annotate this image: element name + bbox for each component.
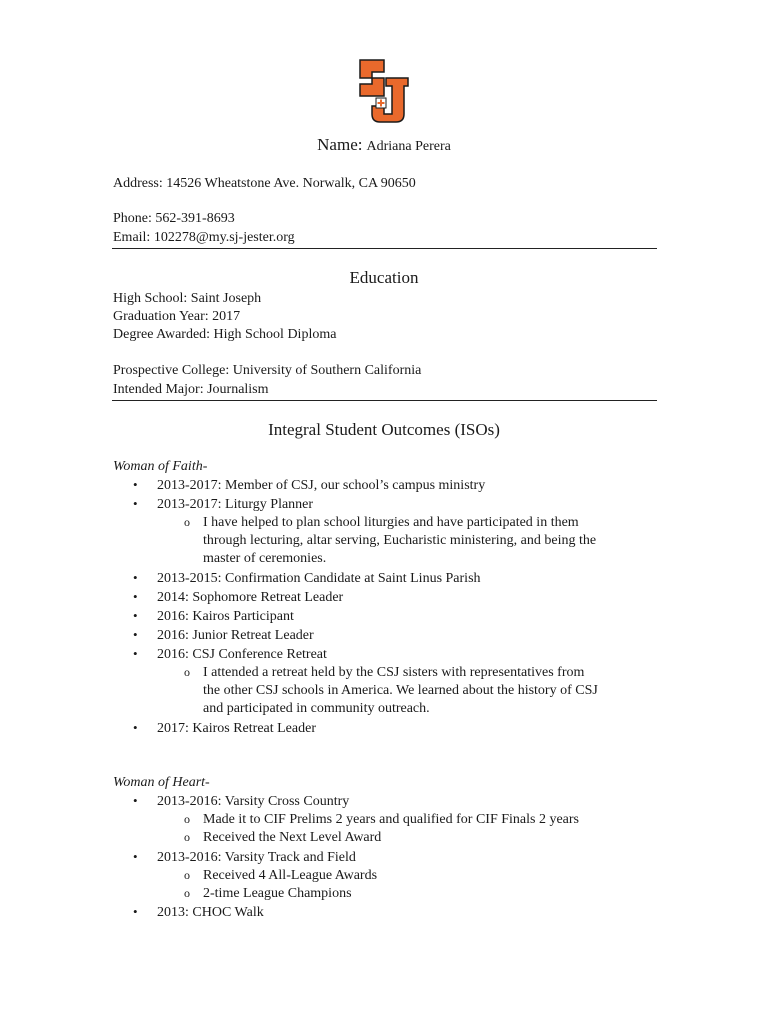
list-item: 2013-2017: Liturgy Planner bbox=[157, 497, 314, 512]
bullet-icon: • bbox=[133, 646, 138, 661]
divider bbox=[112, 248, 657, 249]
sub-list-item: Received the Next Level Award bbox=[203, 830, 382, 845]
sub-list-item-cont: and participated in community outreach. bbox=[203, 701, 430, 716]
list-item: 2013-2016: Varsity Cross Country bbox=[157, 794, 350, 809]
bullet-icon: • bbox=[133, 496, 138, 511]
sub-bullet-icon: o bbox=[184, 812, 190, 826]
sub-list-item-cont: through lecturing, altar serving, Eucharistic ministering, and being the bbox=[203, 533, 597, 548]
sub-bullet-icon: o bbox=[184, 868, 190, 882]
bullet-icon: • bbox=[133, 627, 138, 642]
sub-bullet-icon: o bbox=[184, 886, 190, 900]
isos-heading: Integral Student Outcomes (ISOs) bbox=[268, 420, 500, 439]
education-heading: Education bbox=[349, 268, 419, 287]
prospective-college: Prospective College: University of Southern California bbox=[113, 363, 422, 378]
degree-awarded: Degree Awarded: High School Diploma bbox=[113, 327, 337, 342]
divider bbox=[112, 400, 657, 401]
list-item: 2014: Sophomore Retreat Leader bbox=[157, 590, 344, 605]
sub-list-item: Received 4 All-League Awards bbox=[203, 868, 378, 883]
list-item: 2013-2016: Varsity Track and Field bbox=[157, 850, 356, 865]
bullet-icon: • bbox=[133, 570, 138, 585]
list-item: 2016: CSJ Conference Retreat bbox=[157, 647, 327, 662]
bullet-icon: • bbox=[133, 904, 138, 919]
phone: Phone: 562-391-8693 bbox=[113, 211, 235, 226]
name-label: Name: bbox=[317, 135, 363, 154]
intended-major: Intended Major: Journalism bbox=[113, 382, 269, 397]
sj-logo-icon bbox=[356, 56, 412, 126]
high-school: High School: Saint Joseph bbox=[113, 291, 262, 306]
list-item: 2016: Junior Retreat Leader bbox=[157, 628, 314, 643]
list-item: 2016: Kairos Participant bbox=[157, 609, 294, 624]
faith-section-title: Woman of Faith- bbox=[113, 459, 208, 474]
bullet-icon: • bbox=[133, 477, 138, 492]
sub-list-item: Made it to CIF Prelims 2 years and qualified for CIF Finals 2 years bbox=[203, 812, 579, 827]
bullet-icon: • bbox=[133, 849, 138, 864]
name-value: Adriana Perera bbox=[366, 139, 451, 154]
sub-list-item: I attended a retreat held by the CSJ sisters with representatives from bbox=[203, 665, 585, 680]
sub-list-item-cont: the other CSJ schools in America. We learned about the history of CSJ bbox=[203, 683, 598, 698]
sub-bullet-icon: o bbox=[184, 515, 190, 529]
bullet-icon: • bbox=[133, 720, 138, 735]
bullet-icon: • bbox=[133, 793, 138, 808]
heart-section-title: Woman of Heart- bbox=[113, 775, 210, 790]
list-item: 2013-2017: Member of CSJ, our school’s campus ministry bbox=[157, 478, 486, 493]
name-line bbox=[0, 135, 768, 155]
bullet-icon: • bbox=[133, 589, 138, 604]
list-item: 2013: CHOC Walk bbox=[157, 905, 264, 920]
sub-list-item: 2-time League Champions bbox=[203, 886, 352, 901]
bullet-icon: • bbox=[133, 608, 138, 623]
sub-bullet-icon: o bbox=[184, 665, 190, 679]
email: Email: 102278@my.sj-jester.org bbox=[113, 230, 295, 245]
sub-bullet-icon: o bbox=[184, 830, 190, 844]
list-item: 2017: Kairos Retreat Leader bbox=[157, 721, 316, 736]
sub-list-item-cont: master of ceremonies. bbox=[203, 551, 327, 566]
graduation-year: Graduation Year: 2017 bbox=[113, 309, 241, 324]
sub-list-item: I have helped to plan school liturgies and have participated in them bbox=[203, 515, 579, 530]
address: Address: 14526 Wheatstone Ave. Norwalk, CA 90650 bbox=[113, 176, 416, 191]
list-item: 2013-2015: Confirmation Candidate at Saint Linus Parish bbox=[157, 571, 481, 586]
